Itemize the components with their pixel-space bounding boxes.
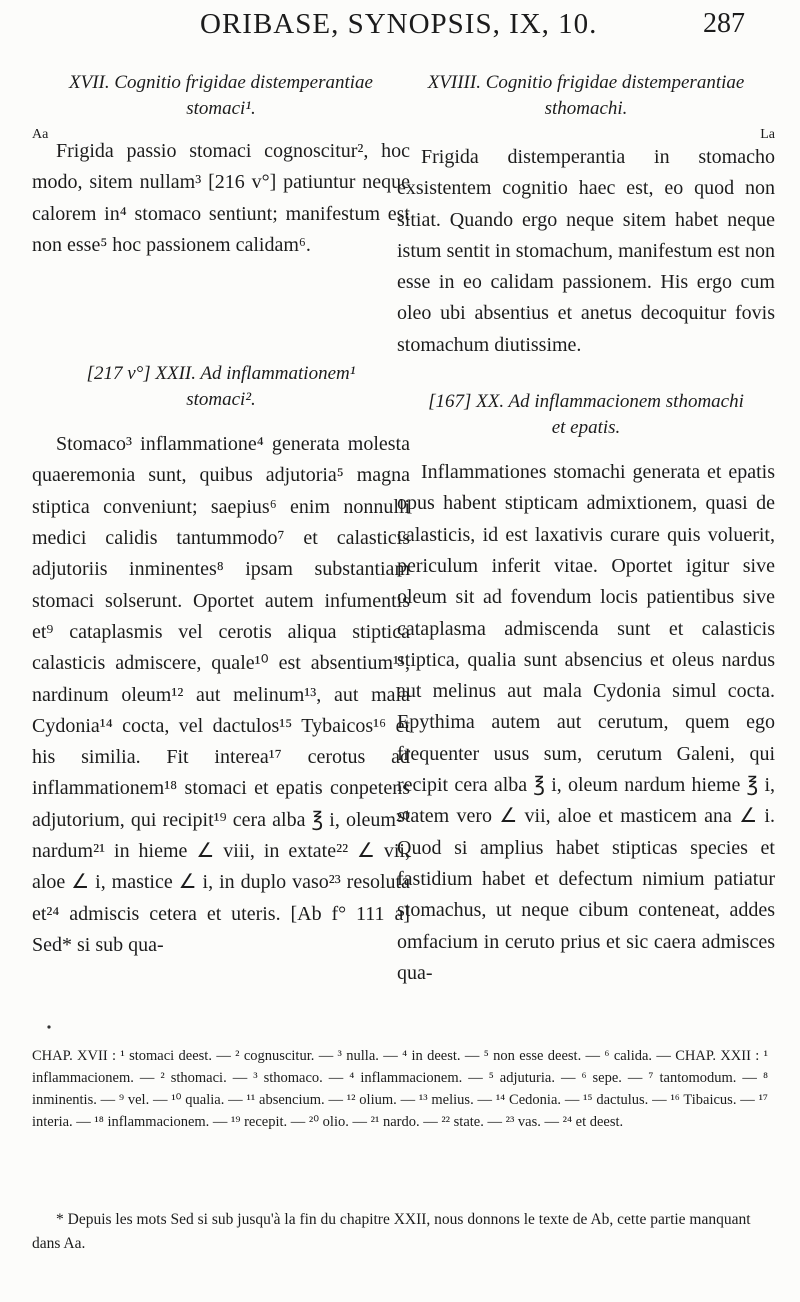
chapter-text: Frigida distemperantia in stomacho exsistentem cognitio haec est, eo quod non sitiat. Quando ergo neque sitem habet neque istum sentit in stomachum, manifestum est non esse in eo calidam passionem. His ergo cum oleo ubi absentius et anetus decoquitur fovis stomachum diutissime. (397, 146, 775, 356)
running-title: ORIBASE, SYNOPSIS, IX, 10. (200, 8, 598, 40)
chapter-text: Stomaco³ inflammatione⁴ generata molesta quaeremonia sunt, quibus adjutoria⁵ magna stiptica conveniunt; saepius⁶ enim nonnulli medici calidis tantummodo⁷ et calasticis adjutoriis inminentes⁸ ipsam substantiam stomaci solserunt. Oportet autem infumentis et⁹ cataplasmis vel cerotis aliqua stiptica calasticis admiscere, quale¹⁰ est absentium¹¹, nardinum oleum¹² aut melinum¹³, aut mala Cydonia¹⁴ cocta, vel dactulos¹⁵ Tybaicos¹⁶ et his similia. Fit interea¹⁷ cerotus ad inflammationem¹⁸ stomaci et epatis conpetens adjutorium, qui recipit¹⁹ cera alba ℥ i, oleum²⁰ nardum²¹ in hieme ∠ viii, in extate²² ∠ vii, aloe ∠ i, mastice ∠ i, in duplo vaso²³ resoluta et²⁴ admiscis cetera et uteris. [Ab f° 111 a] Sed* si sub qua- (32, 433, 410, 956)
chapter-title-continued: stomaci². (186, 389, 256, 411)
chapter-heading (32, 361, 410, 413)
chapter-title-continued: et epatis. (551, 417, 621, 439)
chapter-title-continued: sthomachi. (544, 98, 628, 119)
chapter-heading (397, 389, 775, 441)
chapter-heading (397, 70, 775, 122)
section-mark (46, 1024, 52, 1030)
chapter-title: [217 v°] XXII. Ad inflammationem¹ (86, 363, 356, 385)
manuscript-siglum: Aa (32, 127, 49, 142)
page-number: 287 (703, 8, 745, 39)
left-column (32, 70, 410, 961)
chapter-title-continued: stomaci¹. (186, 98, 256, 119)
right-column (397, 70, 775, 989)
chapter-heading (32, 70, 410, 122)
chapter-text: Frigida passio stomaci cognoscitur², hoc modo, sitem nullam³ [216 v°] patiuntur neque calorem in⁴ stomaco sentiunt; manifestum est non esse⁵ hoc passionem calidam⁶. (32, 140, 410, 256)
chapter-title: XVII. Cognitio frigidae distemperantiae (69, 72, 373, 93)
footnote (32, 1208, 768, 1256)
chapter-text: Inflammationes stomachi generata et epatis opus habent stipticam admixtionem, quasi de calasticis, id est laxativis curare quis voluerit, periculum inferit vitae. Oportet igitur sive oleum sit ad fovendum locis patientibus sive cataplasma admiscenda sunt et calasticis stiptica, qualia sunt absencius et oleus nardus aut melinus aut mala Cydonia simul cocta. Epythima autem aut cerutum, quem ego frequenter usus sum, cerutum Galeni, qui recipit cera alba ℥ i, oleum nardum hieme ℥ i, statem vero ∠ vii, aloe et masticem ana ∠ i. Quod si amplius habet stipticas species et fastidium habet et defectum nimium patiatur stomachus, ut neque cibum conteneat, addes omfacium in ceruto prius et sic caera admisces qua- (397, 461, 775, 984)
chapter-title: [167] XX. Ad inflammacionem sthomachi (428, 391, 744, 413)
manuscript-siglum: La (760, 127, 775, 142)
footnote-text: * Depuis les mots Sed si sub jusqu'à la fin du chapitre XXII, nous donnons le texte de Ab, cette partie manquant dans Aa. (32, 1211, 751, 1252)
apparatus-text: CHAP. XVII : ¹ stomaci deest. — ² cognuscitur. — ³ nulla. — ⁴ in deest. — ⁵ non esse deest. — ⁶ calida. — CHAP. XXII : ¹ inflammacionem. — ² sthomaci. — ³ sthomaco. — ⁴ inflammacionem. — ⁵ adjuturia. — ⁶ sepe. — ⁷ tantomodum. — ⁸ inminentis. — ⁹ vel. — ¹⁰ qualia. — ¹¹ absencium. — ¹² olium. — ¹³ melius. — ¹⁴ Cedonia. — ¹⁵ dactulus. — ¹⁶ Tibaicus. — ¹⁷ interia. — ¹⁸ inflammacionem. — ¹⁹ recepit. — ²⁰ olio. — ²¹ nardo. — ²² state. — ²³ vas. — ²⁴ et deest. (32, 1048, 768, 1130)
critical-apparatus (32, 1045, 768, 1133)
chapter-title: XVIIII. Cognitio frigidae distemperantiae (427, 72, 745, 93)
running-head (0, 8, 800, 44)
